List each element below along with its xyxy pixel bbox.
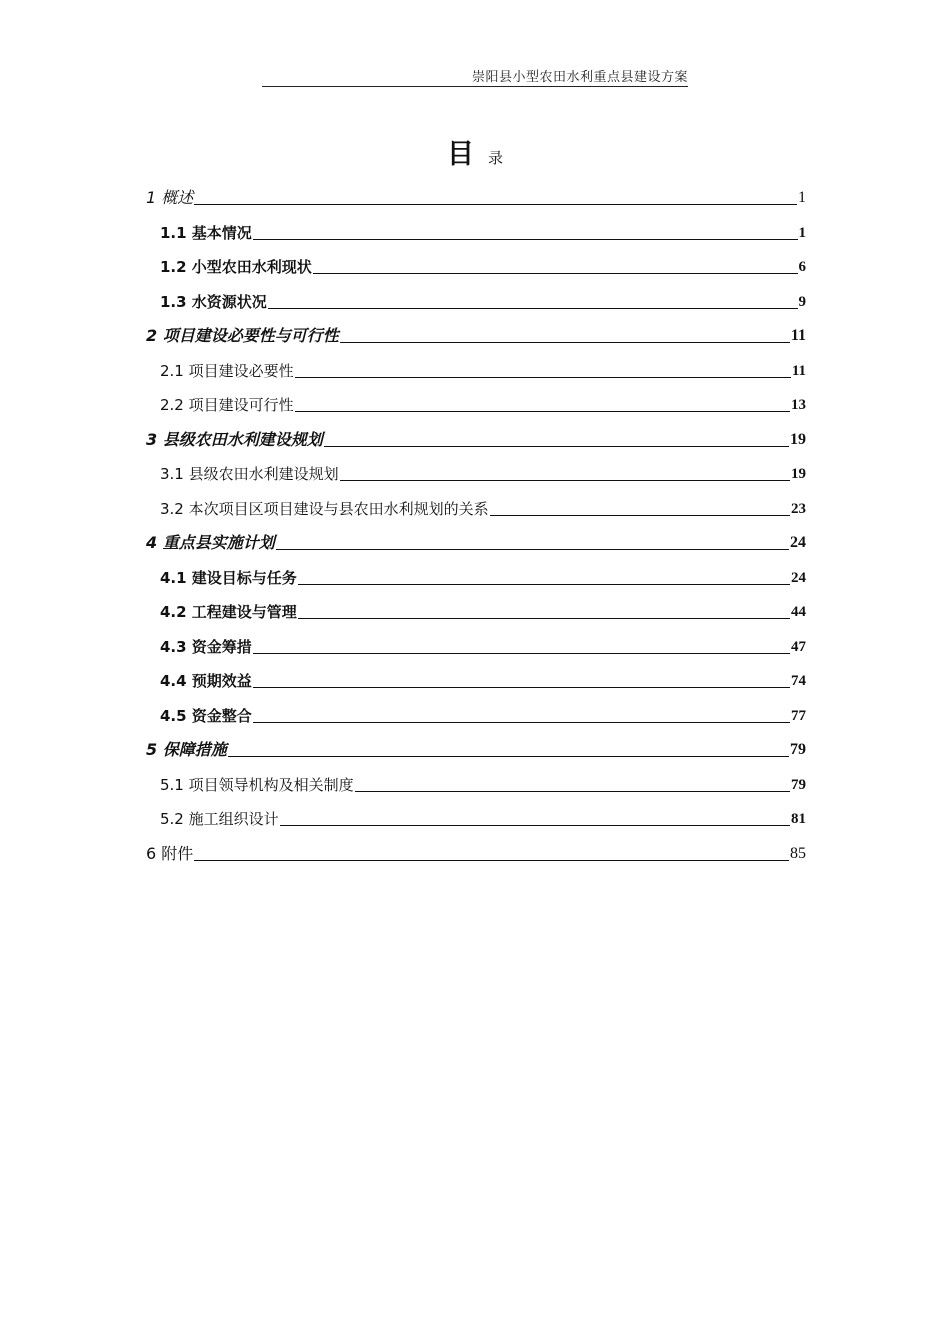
- toc-entry-3[interactable]: [146, 426, 806, 450]
- toc-leader-line: [490, 514, 790, 516]
- toc-entry-label: 4.2 工程建设与管理: [160, 603, 297, 621]
- toc-leader-line: [253, 238, 798, 240]
- toc-leader-line: [253, 652, 790, 654]
- toc-entry-1-2[interactable]: [160, 253, 806, 277]
- toc-entry-4[interactable]: [146, 529, 806, 553]
- toc-entry-1-1[interactable]: [160, 219, 806, 243]
- toc-entry-label: 6 附件: [146, 844, 194, 863]
- toc-entry-label: 1.3 水资源状况: [160, 293, 267, 311]
- toc-entry-4-1[interactable]: [160, 564, 806, 588]
- toc-leader-line: [194, 859, 789, 861]
- toc-entry-1-3[interactable]: [160, 288, 806, 312]
- toc-entry-label: 1.1 基本情况: [160, 224, 252, 242]
- toc-entry-page: 77: [791, 708, 806, 724]
- toc-leader-line: [340, 341, 790, 343]
- toc-entry-label: 3.1 县级农田水利建设规划: [160, 465, 339, 483]
- toc-entry-page: 24: [791, 570, 806, 586]
- toc-leader-line: [228, 755, 789, 757]
- toc-leader-line: [253, 721, 790, 723]
- toc-entry-2-2[interactable]: [160, 391, 806, 415]
- toc-entry-label: 1.2 小型农田水利现状: [160, 258, 312, 276]
- toc-entry-page: 6: [798, 259, 806, 275]
- toc-entry-label: 3.2 本次项目区项目建设与县农田水利规划的关系: [160, 500, 489, 518]
- toc-entry-4-2[interactable]: [160, 598, 806, 622]
- toc-entry-page: 1: [798, 189, 806, 206]
- toc-entry-label: 2 项目建设必要性与可行性: [146, 326, 339, 345]
- toc-entry-page: 85: [790, 845, 806, 862]
- toc-entry-label: 5.2 施工组织设计: [160, 810, 279, 828]
- toc-entry-2[interactable]: [146, 322, 806, 346]
- toc-entry-page: 47: [791, 639, 806, 655]
- toc-leader-line: [280, 824, 790, 826]
- toc-entry-page: 79: [790, 741, 806, 758]
- toc-leader-line: [298, 583, 790, 585]
- toc-entry-page: 11: [791, 363, 806, 379]
- toc-entry-page: 19: [791, 466, 806, 482]
- toc-leader-line: [324, 445, 789, 447]
- toc-entry-label: 1 概述: [146, 188, 194, 207]
- toc-entry-label: 4.3 资金筹措: [160, 638, 252, 656]
- toc-entry-page: 19: [790, 431, 806, 448]
- toc-leader-line: [253, 686, 790, 688]
- header-title: 崇阳县小型农田水利重点县建设方案: [471, 70, 688, 85]
- toc-leader-line: [340, 479, 790, 481]
- toc-entry-1[interactable]: [146, 184, 806, 208]
- toc-entry-page: 1: [798, 225, 806, 241]
- toc-entry-label: 5 保障措施: [146, 740, 227, 759]
- toc-entry-page: 13: [791, 397, 806, 413]
- toc-entry-label: 4.5 资金整合: [160, 707, 252, 725]
- toc-entry-page: 11: [790, 327, 806, 344]
- toc-entry-3-1[interactable]: [160, 460, 806, 484]
- toc-entry-label: 2.2 项目建设可行性: [160, 396, 294, 414]
- toc-entry-page: 24: [790, 534, 806, 551]
- toc-entry-label: 4.4 预期效益: [160, 672, 252, 690]
- toc-entry-3-2[interactable]: [160, 495, 806, 519]
- toc-entry-5[interactable]: [146, 736, 806, 760]
- toc-entry-5-1[interactable]: [160, 771, 806, 795]
- toc-entry-4-5[interactable]: [160, 702, 806, 726]
- toc-entry-label: 5.1 项目领导机构及相关制度: [160, 776, 354, 794]
- toc-entry-label: 4 重点县实施计划: [146, 533, 275, 552]
- toc-entry-page: 9: [798, 294, 806, 310]
- toc-entry-label: 3 县级农田水利建设规划: [146, 430, 323, 449]
- toc-leader-line: [268, 307, 798, 309]
- toc-entry-5-2[interactable]: [160, 805, 806, 829]
- toc-entry-label: 2.1 项目建设必要性: [160, 362, 294, 380]
- toc-title-main: 目: [446, 139, 474, 170]
- toc-entry-4-4[interactable]: [160, 667, 806, 691]
- toc-entry-page: 79: [791, 777, 806, 793]
- toc-entry-page: 44: [791, 604, 806, 620]
- toc-leader-line: [194, 203, 797, 205]
- toc-leader-line: [295, 376, 791, 378]
- toc-leader-line: [295, 410, 790, 412]
- toc-leader-line: [276, 548, 789, 550]
- toc-title-sub: 录: [487, 149, 503, 167]
- toc-leader-line: [313, 272, 798, 274]
- toc-leader-line: [355, 790, 790, 792]
- toc-entry-page: 74: [791, 673, 806, 689]
- toc-entry-label: 4.1 建设目标与任务: [160, 569, 297, 587]
- toc-leader-line: [298, 617, 790, 619]
- toc-entry-6[interactable]: [146, 840, 806, 864]
- toc-entry-page: 81: [791, 811, 806, 827]
- toc-entry-4-3[interactable]: [160, 633, 806, 657]
- toc-entry-2-1[interactable]: [160, 357, 806, 381]
- toc-entry-page: 23: [791, 501, 806, 517]
